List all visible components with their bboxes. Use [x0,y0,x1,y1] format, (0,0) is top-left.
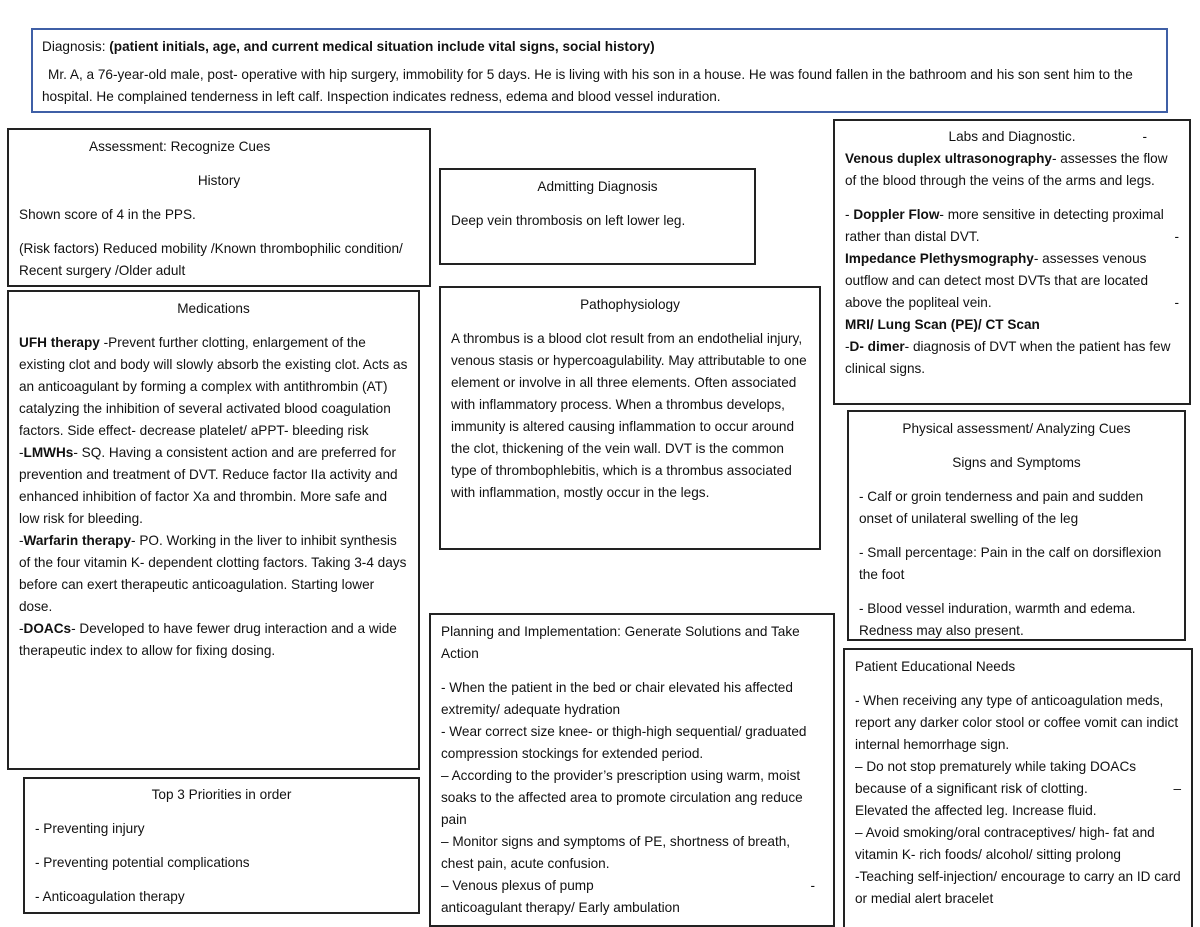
diagnosis-box [31,28,1168,113]
physical-item-3: - Blood vessel induration, warmth and edema. Redness may also present. [859,601,1136,638]
priority-item-2: - Preventing potential complications [35,855,250,870]
diagnosis-text: Mr. A, a 76-year-old male, post- operative with hip surgery, immobility for 5 days. He is living with his son in a house. He was found fallen in the bathroom and his son sent him to the hospital. He complained tenderness in left calf. Inspection indicates redness, edema and blood vessel induration. [42,67,1133,104]
physical-title: Physical assessment/ Analyzing Cues [902,421,1131,436]
assessment-line-1: Shown score of 4 in the PPS. [19,207,196,222]
medications-item-3: -Warfarin therapy- PO. Working in the liver to inhibit synthesis of the four vitamin K- dependent clotting factors. Taking 3-4 days before can exert therapeutic anticoagulation. Starting lower dose. [19,533,407,614]
diagnosis-label-detail: (patient initials, age, and current medical situation include vital signs, social history) [109,39,655,54]
assessment-box [7,128,431,287]
labs-item-5: -D- dimer- diagnosis of DVT when the patient has few clinical signs. [845,339,1171,376]
medications-title: Medications [177,301,250,316]
labs-item-4: MRI/ Lung Scan (PE)/ CT Scan [845,317,1040,332]
priority-item-1: - Preventing injury [35,821,145,836]
planning-title: Planning and Implementation: Generate Solutions and Take Action [441,624,800,661]
priorities-title: Top 3 Priorities in order [151,787,292,802]
education-box [843,648,1193,927]
planning-box [429,613,835,927]
patho-text: A thrombus is a blood clot result from an endothelial injury, venous stasis or hypercoagulability. May attributable to one element or involve in all three elements. Often associated with inflammatory process. When a thrombus develops, immunity is altered causing inflammation to occur around the clot, thickening of the vein wall. DVT is the common type of thrombophlebitis, which is a thrombus associated with inflammation, mostly occur in the legs. [451,331,807,500]
medications-item-2: -LMWHs- SQ. Having a consistent action and are preferred for prevention and treatment of DVT. Reduce factor IIa activity and enhanced inhibition of factor Xa and thrombin. More safe and low risk for bleeding. [19,445,398,526]
medications-item-4: -DOACs- Developed to have fewer drug interaction and a wide therapeutic index to allow for fixing dosing. [19,621,397,658]
labs-item-3: Impedance Plethysmography- assesses venous outflow and can detect most DVTs that are located above the popliteal vein. - [845,251,1179,310]
medications-box [7,290,420,770]
admitting-title: Admitting Diagnosis [537,179,658,194]
priority-item-3: - Anticoagulation therapy [35,889,185,904]
patho-title: Pathophysiology [580,297,680,312]
education-item-1: - When receiving any type of anticoagulation meds, report any darker color stool or coffee vomit can indict internal hemorrhage sign. [855,693,1179,752]
labs-title-row [845,126,1179,148]
education-item-4: – Avoid smoking/oral contraceptives/ high- fat and vitamin K- rich foods/ alcohol/ sitting prolong [855,825,1155,862]
labs-title: Labs and Diagnostic. [948,129,1076,144]
labs-title-dash: - [1142,129,1147,144]
admitting-box [439,168,756,265]
physical-item-2: - Small percentage: Pain in the calf on dorsiflexion the foot [859,545,1162,582]
labs-box [833,119,1191,405]
diagnosis-heading [42,36,1157,58]
planning-item-3: – According to the provider’s prescription using warm, moist soaks to the affected area to promote circulation ang reduce pain [441,768,803,827]
labs-item-2: - Doppler Flow- more sensitive in detecting proximal rather than distal DVT. - [845,207,1179,244]
admitting-text: Deep vein thrombosis on left lower leg. [451,213,686,228]
assessment-subtitle: History [197,173,241,188]
labs-item-1: Venous duplex ultrasonography- assesses the flow of the blood through the veins of the arms and legs. [845,151,1168,188]
medications-item-1: UFH therapy -Prevent further clotting, enlargement of the existing clot and body will slowly absorb the existing clot. Acts as an anticoagulant by forming a complex with antithrombin (AT) catalyzing the inhibition of several activated blood coagulation factors. Side effect- decrease platelet/ aPPT- bleeding risk [19,335,408,438]
diagnosis-label: Diagnosis: [42,39,110,54]
planning-item-2: - Wear correct size knee- or thigh-high sequential/ graduated compression stockings for extended period. [441,724,807,761]
education-item-5: -Teaching self-injection/ encourage to carry an ID card or medial alert bracelet [855,869,1181,906]
priorities-box [23,777,420,914]
planning-item-5-cont: anticoagulant therapy/ Early ambulation [441,900,680,915]
education-item-2: – Do not stop prematurely while taking DOACs because of a significant risk of clotting. – [855,759,1181,796]
planning-item-5: – Venous plexus of pump - [441,878,815,893]
physical-subtitle: Signs and Symptoms [952,455,1081,470]
physical-item-1: - Calf or groin tenderness and pain and sudden onset of unilateral swelling of the leg [859,489,1144,526]
physical-box [847,410,1186,641]
education-item-3: Elevated the affected leg. Increase fluid. [855,803,1097,818]
assessment-title: Assessment: Recognize Cues [89,139,271,154]
patho-box [439,286,821,550]
assessment-line-2: (Risk factors) Reduced mobility /Known thrombophilic condition/ Recent surgery /Older adult [19,241,403,278]
planning-item-4: – Monitor signs and symptoms of PE, shortness of breath, chest pain, acute confusion. [441,834,791,871]
planning-item-1: - When the patient in the bed or chair elevated his affected extremity/ adequate hydration [441,680,793,717]
education-title: Patient Educational Needs [855,659,1016,674]
